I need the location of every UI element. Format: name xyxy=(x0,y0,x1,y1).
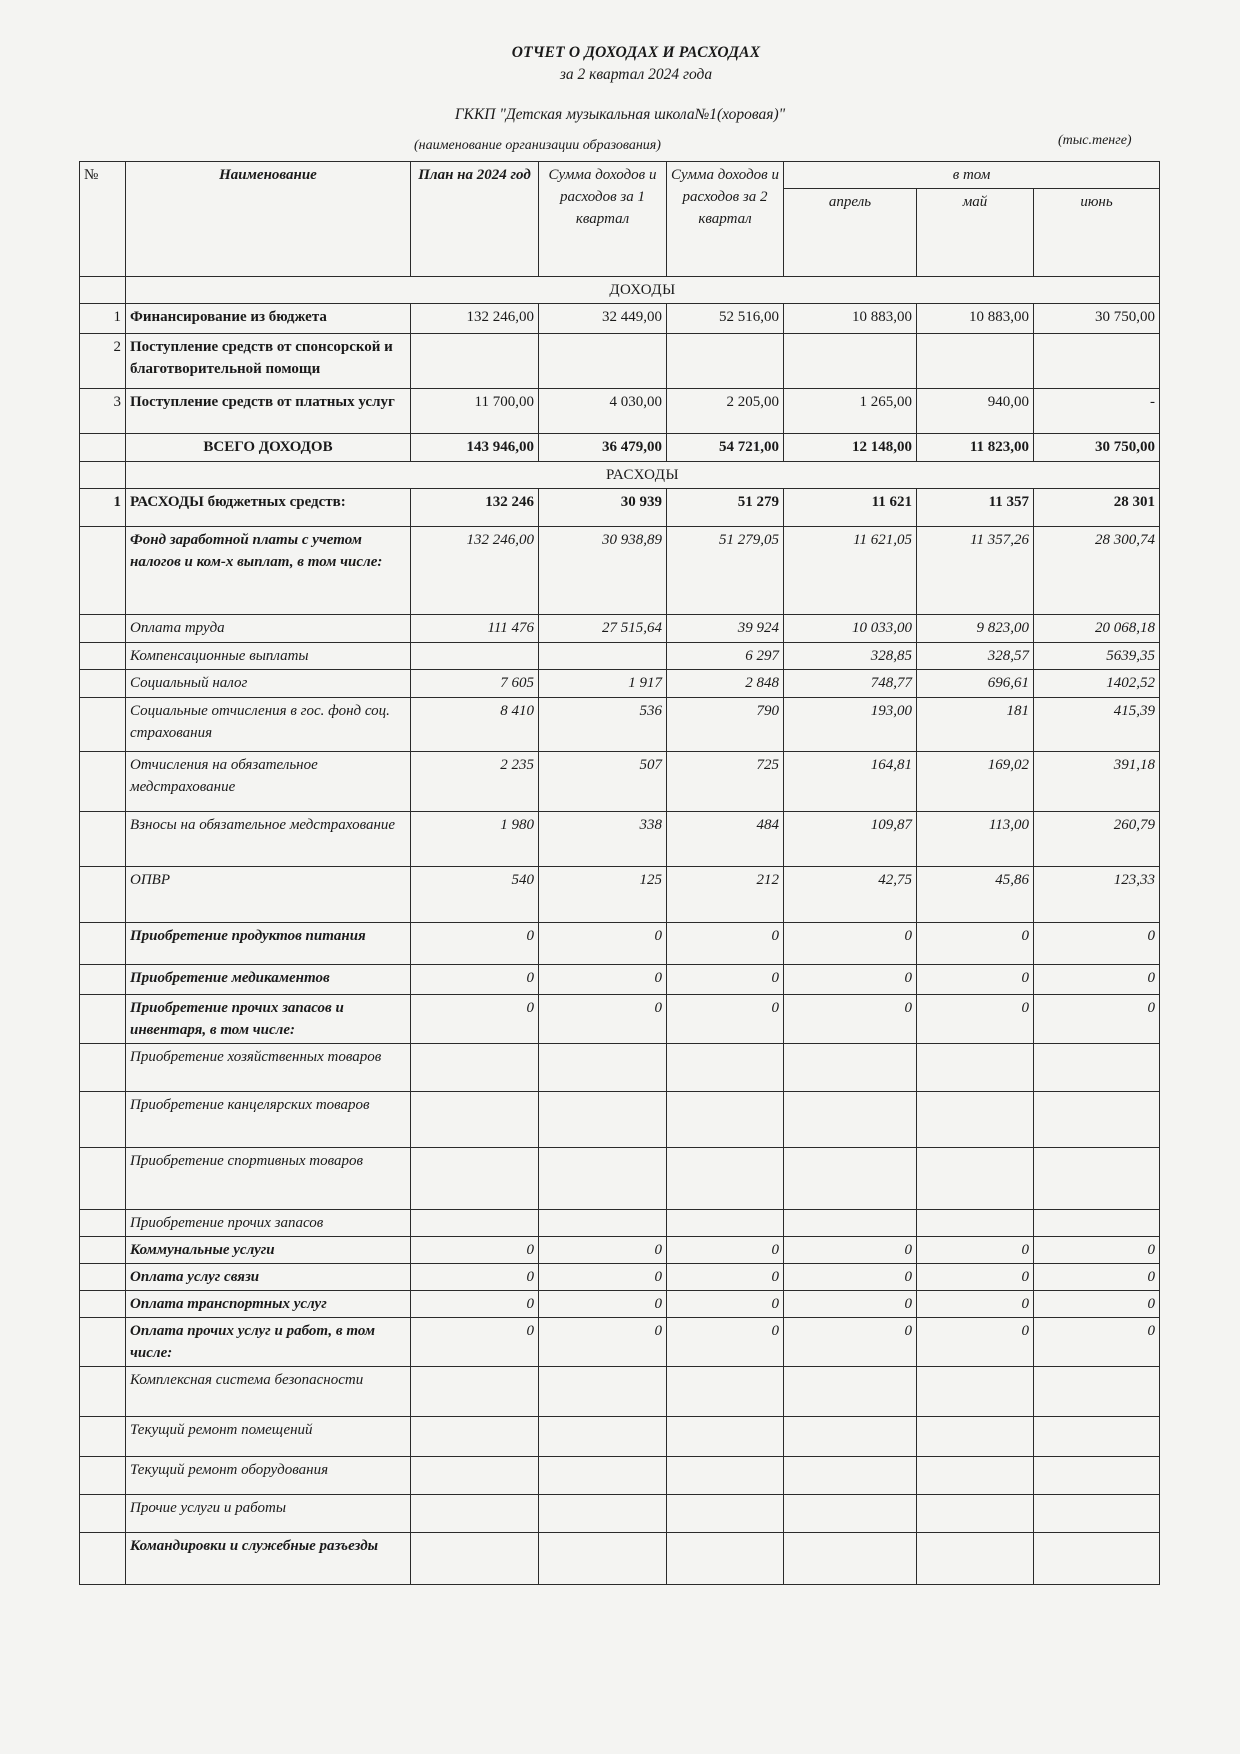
row-name: Оплата услуг связи xyxy=(126,1264,411,1291)
cell-m3 xyxy=(1034,1457,1160,1495)
cell-m2: 940,00 xyxy=(917,389,1034,434)
row-number xyxy=(80,1291,126,1318)
cell-plan: 1 980 xyxy=(411,812,539,867)
cell-m3: 391,18 xyxy=(1034,752,1160,812)
cell-m3 xyxy=(1034,1210,1160,1237)
report-title: ОТЧЕТ О ДОХОДАХ И РАСХОДАХ xyxy=(511,44,761,61)
cell-m1: 0 xyxy=(784,923,917,965)
row-number xyxy=(80,698,126,752)
cell-q2: 0 xyxy=(667,1318,784,1367)
cell-plan: 0 xyxy=(411,965,539,995)
cell-q2: 2 205,00 xyxy=(667,389,784,434)
cell-m3: 0 xyxy=(1034,1264,1160,1291)
cell-m1 xyxy=(784,1092,917,1148)
cell-plan: 8 410 xyxy=(411,698,539,752)
cell-q2 xyxy=(667,1092,784,1148)
cell-m2: 169,02 xyxy=(917,752,1034,812)
cell-m2 xyxy=(917,1367,1034,1417)
cell-q2 xyxy=(667,1533,784,1585)
cell-q1: 0 xyxy=(539,1318,667,1367)
cell-q2: 39 924 xyxy=(667,615,784,643)
column-header-april: апрель xyxy=(784,189,917,277)
cell-q1: 0 xyxy=(539,965,667,995)
row-name: Текущий ремонт помещений xyxy=(126,1417,411,1457)
table-row xyxy=(80,1044,1160,1092)
cell-m2: 0 xyxy=(917,1318,1034,1367)
cell-plan: 2 235 xyxy=(411,752,539,812)
row-number xyxy=(80,1457,126,1495)
cell-m1: 0 xyxy=(784,1318,917,1367)
cell-q1: 507 xyxy=(539,752,667,812)
cell-m3: - xyxy=(1034,389,1160,434)
column-header-no: № xyxy=(80,162,126,277)
cell-q2: 0 xyxy=(667,1291,784,1318)
cell-q1 xyxy=(539,334,667,389)
cell-plan xyxy=(411,1210,539,1237)
row-name: Приобретение спортивных товаров xyxy=(126,1148,411,1210)
row-name: ОПВР xyxy=(126,867,411,923)
table-row xyxy=(80,812,1160,867)
row-name: Оплата прочих услуг и работ, в том числе: xyxy=(126,1318,411,1367)
cell-q2: 0 xyxy=(667,965,784,995)
section-title-income: ДОХОДЫ xyxy=(126,277,1160,304)
cell-q1 xyxy=(539,1457,667,1495)
cell-m3 xyxy=(1034,1148,1160,1210)
table-row xyxy=(80,1291,1160,1318)
row-number xyxy=(80,1148,126,1210)
row-number xyxy=(80,1264,126,1291)
cell-m3: 30 750,00 xyxy=(1034,434,1160,462)
cell-m1: 11 621 xyxy=(784,489,917,527)
cell-q2: 0 xyxy=(667,995,784,1044)
cell-m1: 0 xyxy=(784,1237,917,1264)
cell-m1: 0 xyxy=(784,1264,917,1291)
cell-q1: 0 xyxy=(539,995,667,1044)
row-name: Приобретение хозяйственных товаров xyxy=(126,1044,411,1092)
cell-m3 xyxy=(1034,1044,1160,1092)
cell-q1: 32 449,00 xyxy=(539,304,667,334)
cell-m2: 181 xyxy=(917,698,1034,752)
cell-q2: 0 xyxy=(667,923,784,965)
section-row-expense xyxy=(80,462,1160,489)
row-name: Текущий ремонт оборудования xyxy=(126,1457,411,1495)
row-number xyxy=(80,1210,126,1237)
table-row xyxy=(80,867,1160,923)
cell-m3 xyxy=(1034,1417,1160,1457)
row-name: Комплексная система безопасности xyxy=(126,1367,411,1417)
cell-q1 xyxy=(539,1148,667,1210)
column-header-may: май xyxy=(917,189,1034,277)
cell-m2: 328,57 xyxy=(917,643,1034,670)
cell-plan: 0 xyxy=(411,1237,539,1264)
cell-m1: 0 xyxy=(784,1291,917,1318)
cell-m2 xyxy=(917,1148,1034,1210)
cell-q2: 725 xyxy=(667,752,784,812)
cell-m1: 12 148,00 xyxy=(784,434,917,462)
cell-m1: 328,85 xyxy=(784,643,917,670)
cell-m3 xyxy=(1034,1533,1160,1585)
cell-q2: 0 xyxy=(667,1237,784,1264)
currency-unit: (тыс.тенге) xyxy=(1058,133,1132,148)
cell-m2: 0 xyxy=(917,995,1034,1044)
row-number xyxy=(80,1237,126,1264)
cell-m2: 0 xyxy=(917,923,1034,965)
cell-q1 xyxy=(539,1533,667,1585)
cell-q1: 0 xyxy=(539,923,667,965)
cell-plan: 143 946,00 xyxy=(411,434,539,462)
cell-m3: 28 301 xyxy=(1034,489,1160,527)
cell-m3: 0 xyxy=(1034,965,1160,995)
cell-m1 xyxy=(784,1417,917,1457)
table-row xyxy=(80,1318,1160,1367)
report-table-body xyxy=(80,277,1160,1585)
cell-plan: 132 246,00 xyxy=(411,527,539,615)
cell-m3 xyxy=(1034,1367,1160,1417)
cell-m3: 5639,35 xyxy=(1034,643,1160,670)
table-row xyxy=(80,615,1160,643)
cell-q2 xyxy=(667,334,784,389)
column-header-q1: Сумма доходов и расходов за 1 квартал xyxy=(539,162,667,277)
row-number xyxy=(80,995,126,1044)
cell-plan xyxy=(411,1044,539,1092)
row-number xyxy=(80,527,126,615)
cell-q1: 0 xyxy=(539,1237,667,1264)
row-name: Оплата транспортных услуг xyxy=(126,1291,411,1318)
cell-m3: 260,79 xyxy=(1034,812,1160,867)
cell-m3: 0 xyxy=(1034,1318,1160,1367)
cell-plan: 0 xyxy=(411,995,539,1044)
cell-m1: 10 883,00 xyxy=(784,304,917,334)
cell-q2: 6 297 xyxy=(667,643,784,670)
cell-m3: 1402,52 xyxy=(1034,670,1160,698)
cell-m1: 11 621,05 xyxy=(784,527,917,615)
cell-q1: 27 515,64 xyxy=(539,615,667,643)
row-name: Приобретение продуктов питания xyxy=(126,923,411,965)
cell-m3: 415,39 xyxy=(1034,698,1160,752)
cell-q2 xyxy=(667,1367,784,1417)
organization-caption: (наименование организации образования) xyxy=(414,138,661,153)
table-row xyxy=(80,1533,1160,1585)
cell-q2 xyxy=(667,1148,784,1210)
table-row xyxy=(80,1367,1160,1417)
cell-m3: 0 xyxy=(1034,1237,1160,1264)
row-number xyxy=(80,1367,126,1417)
cell-q1: 4 030,00 xyxy=(539,389,667,434)
cell-plan: 111 476 xyxy=(411,615,539,643)
table-row xyxy=(80,1457,1160,1495)
row-number xyxy=(80,812,126,867)
cell-m3: 30 750,00 xyxy=(1034,304,1160,334)
section-row-income xyxy=(80,277,1160,304)
row-number xyxy=(80,434,126,462)
row-name: Приобретение прочих запасов xyxy=(126,1210,411,1237)
cell-q1: 536 xyxy=(539,698,667,752)
row-number: 2 xyxy=(80,334,126,389)
cell-q2 xyxy=(667,1417,784,1457)
report-table xyxy=(79,161,1160,1585)
cell-q2: 52 516,00 xyxy=(667,304,784,334)
cell-m1 xyxy=(784,334,917,389)
cell-m3 xyxy=(1034,1495,1160,1533)
section-title-expense: РАСХОДЫ xyxy=(126,462,1160,489)
table-row xyxy=(80,995,1160,1044)
table-row xyxy=(80,698,1160,752)
cell-m3 xyxy=(1034,1092,1160,1148)
cell-m2: 11 357,26 xyxy=(917,527,1034,615)
cell-q1: 36 479,00 xyxy=(539,434,667,462)
row-name: Взносы на обязательное медстрахование xyxy=(126,812,411,867)
row-number xyxy=(80,670,126,698)
cell-m2: 45,86 xyxy=(917,867,1034,923)
cell-m1 xyxy=(784,1367,917,1417)
cell-q2: 0 xyxy=(667,1264,784,1291)
cell-q1: 30 938,89 xyxy=(539,527,667,615)
cell-m3: 0 xyxy=(1034,995,1160,1044)
table-row xyxy=(80,1264,1160,1291)
cell-q2 xyxy=(667,1457,784,1495)
cell-plan xyxy=(411,1417,539,1457)
cell-m3: 28 300,74 xyxy=(1034,527,1160,615)
row-number xyxy=(80,1092,126,1148)
row-name: ВСЕГО ДОХОДОВ xyxy=(126,434,411,462)
cell-m2 xyxy=(917,334,1034,389)
row-number xyxy=(80,615,126,643)
row-name: Приобретение медикаментов xyxy=(126,965,411,995)
cell-m2: 0 xyxy=(917,1264,1034,1291)
cell-q1: 1 917 xyxy=(539,670,667,698)
cell-m1: 164,81 xyxy=(784,752,917,812)
row-number xyxy=(80,923,126,965)
row-name: Компенсационные выплаты xyxy=(126,643,411,670)
row-name: Социальный налог xyxy=(126,670,411,698)
cell-q2 xyxy=(667,1044,784,1092)
cell-plan xyxy=(411,334,539,389)
cell-q1: 125 xyxy=(539,867,667,923)
cell-plan: 132 246 xyxy=(411,489,539,527)
column-header-june: июнь xyxy=(1034,189,1160,277)
row-number xyxy=(80,1044,126,1092)
cell-m2: 696,61 xyxy=(917,670,1034,698)
cell-m2 xyxy=(917,1044,1034,1092)
cell-m3: 123,33 xyxy=(1034,867,1160,923)
row-name: Поступление средств от спонсорской и благотворительной помощи xyxy=(126,334,411,389)
cell-plan xyxy=(411,1495,539,1533)
row-number xyxy=(80,752,126,812)
cell-q2: 212 xyxy=(667,867,784,923)
table-row xyxy=(80,389,1160,434)
cell-m1 xyxy=(784,1044,917,1092)
cell-plan: 7 605 xyxy=(411,670,539,698)
cell-plan xyxy=(411,1533,539,1585)
cell-q1: 0 xyxy=(539,1291,667,1318)
cell-m1: 109,87 xyxy=(784,812,917,867)
cell-m1: 193,00 xyxy=(784,698,917,752)
cell-q1 xyxy=(539,1417,667,1457)
cell-m2 xyxy=(917,1457,1034,1495)
cell-q2: 51 279,05 xyxy=(667,527,784,615)
table-row xyxy=(80,334,1160,389)
total-row xyxy=(80,434,1160,462)
row-name: Коммунальные услуги xyxy=(126,1237,411,1264)
cell-m2: 10 883,00 xyxy=(917,304,1034,334)
row-number xyxy=(80,1533,126,1585)
table-row xyxy=(80,752,1160,812)
cell-m1 xyxy=(784,1148,917,1210)
cell-m2: 9 823,00 xyxy=(917,615,1034,643)
cell-m1: 0 xyxy=(784,965,917,995)
row-number xyxy=(80,1417,126,1457)
column-header-group: в том xyxy=(784,162,1160,189)
row-name: РАСХОДЫ бюджетных средств: xyxy=(126,489,411,527)
cell-m2 xyxy=(917,1417,1034,1457)
cell-plan: 0 xyxy=(411,923,539,965)
cell-m1: 0 xyxy=(784,995,917,1044)
table-row xyxy=(80,643,1160,670)
cell-q1: 30 939 xyxy=(539,489,667,527)
cell-m2: 11 357 xyxy=(917,489,1034,527)
table-row xyxy=(80,923,1160,965)
cell-m2 xyxy=(917,1210,1034,1237)
table-row xyxy=(80,1417,1160,1457)
table-row xyxy=(80,1092,1160,1148)
row-name: Командировки и служебные разъезды xyxy=(126,1533,411,1585)
cell-q2 xyxy=(667,1210,784,1237)
cell-m2: 113,00 xyxy=(917,812,1034,867)
cell-m1: 1 265,00 xyxy=(784,389,917,434)
row-number xyxy=(80,1318,126,1367)
cell-m2 xyxy=(917,1495,1034,1533)
cell-m2: 0 xyxy=(917,1237,1034,1264)
cell-plan: 132 246,00 xyxy=(411,304,539,334)
cell-m3: 20 068,18 xyxy=(1034,615,1160,643)
cell-plan xyxy=(411,1457,539,1495)
cell-q2: 54 721,00 xyxy=(667,434,784,462)
column-header-name: Наименование xyxy=(126,162,411,277)
cell-m1: 10 033,00 xyxy=(784,615,917,643)
cell-m2 xyxy=(917,1092,1034,1148)
cell-q2: 51 279 xyxy=(667,489,784,527)
report-period: за 2 квартал 2024 года xyxy=(559,66,713,83)
cell-m1: 748,77 xyxy=(784,670,917,698)
row-name: Прочие услуги и работы xyxy=(126,1495,411,1533)
cell-m3 xyxy=(1034,334,1160,389)
row-number: 3 xyxy=(80,389,126,434)
cell-m1 xyxy=(784,1533,917,1585)
row-number xyxy=(80,867,126,923)
row-name: Приобретение канцелярских товаров xyxy=(126,1092,411,1148)
row-name: Социальные отчисления в гос. фонд соц. страхования xyxy=(126,698,411,752)
row-name: Фонд заработной платы с учетом налогов и ком-х выплат, в том числе: xyxy=(126,527,411,615)
cell-plan xyxy=(411,643,539,670)
cell-m2: 11 823,00 xyxy=(917,434,1034,462)
cell-plan xyxy=(411,1148,539,1210)
cell-plan: 0 xyxy=(411,1264,539,1291)
cell-q2 xyxy=(667,1495,784,1533)
cell-q1 xyxy=(539,643,667,670)
cell-plan: 540 xyxy=(411,867,539,923)
cell-q2: 484 xyxy=(667,812,784,867)
cell-q2: 790 xyxy=(667,698,784,752)
row-number xyxy=(80,965,126,995)
cell-q1 xyxy=(539,1495,667,1533)
table-row xyxy=(80,304,1160,334)
row-number xyxy=(80,643,126,670)
section-spacer xyxy=(80,462,126,489)
row-name: Поступление средств от платных услуг xyxy=(126,389,411,434)
row-name: Приобретение прочих запасов и инвентаря, в том числе: xyxy=(126,995,411,1044)
cell-m1 xyxy=(784,1495,917,1533)
table-row xyxy=(80,527,1160,615)
row-number: 1 xyxy=(80,489,126,527)
cell-plan xyxy=(411,1367,539,1417)
row-name: Отчисления на обязательное медстрахование xyxy=(126,752,411,812)
row-name: Финансирование из бюджета xyxy=(126,304,411,334)
cell-m2 xyxy=(917,1533,1034,1585)
cell-m2: 0 xyxy=(917,1291,1034,1318)
cell-m1 xyxy=(784,1210,917,1237)
table-row xyxy=(80,1210,1160,1237)
cell-m3: 0 xyxy=(1034,1291,1160,1318)
cell-q1 xyxy=(539,1044,667,1092)
cell-m2: 0 xyxy=(917,965,1034,995)
cell-q1 xyxy=(539,1210,667,1237)
cell-q2: 2 848 xyxy=(667,670,784,698)
table-row xyxy=(80,1495,1160,1533)
cell-plan: 11 700,00 xyxy=(411,389,539,434)
cell-q1 xyxy=(539,1367,667,1417)
table-row xyxy=(80,489,1160,527)
column-header-plan: План на 2024 год xyxy=(411,162,539,277)
cell-m1 xyxy=(784,1457,917,1495)
row-number xyxy=(80,1495,126,1533)
table-row xyxy=(80,670,1160,698)
cell-q1 xyxy=(539,1092,667,1148)
column-header-q2: Сумма доходов и расходов за 2 квартал xyxy=(667,162,784,277)
row-number: 1 xyxy=(80,304,126,334)
table-row xyxy=(80,1237,1160,1264)
cell-plan xyxy=(411,1092,539,1148)
table-row xyxy=(80,965,1160,995)
cell-plan: 0 xyxy=(411,1291,539,1318)
row-name: Оплата труда xyxy=(126,615,411,643)
cell-q1: 0 xyxy=(539,1264,667,1291)
table-row xyxy=(80,1148,1160,1210)
cell-m1: 42,75 xyxy=(784,867,917,923)
cell-m3: 0 xyxy=(1034,923,1160,965)
cell-q1: 338 xyxy=(539,812,667,867)
organization-name: ГККП "Детская музыкальная школа№1(хоровая)" xyxy=(454,106,786,123)
cell-plan: 0 xyxy=(411,1318,539,1367)
